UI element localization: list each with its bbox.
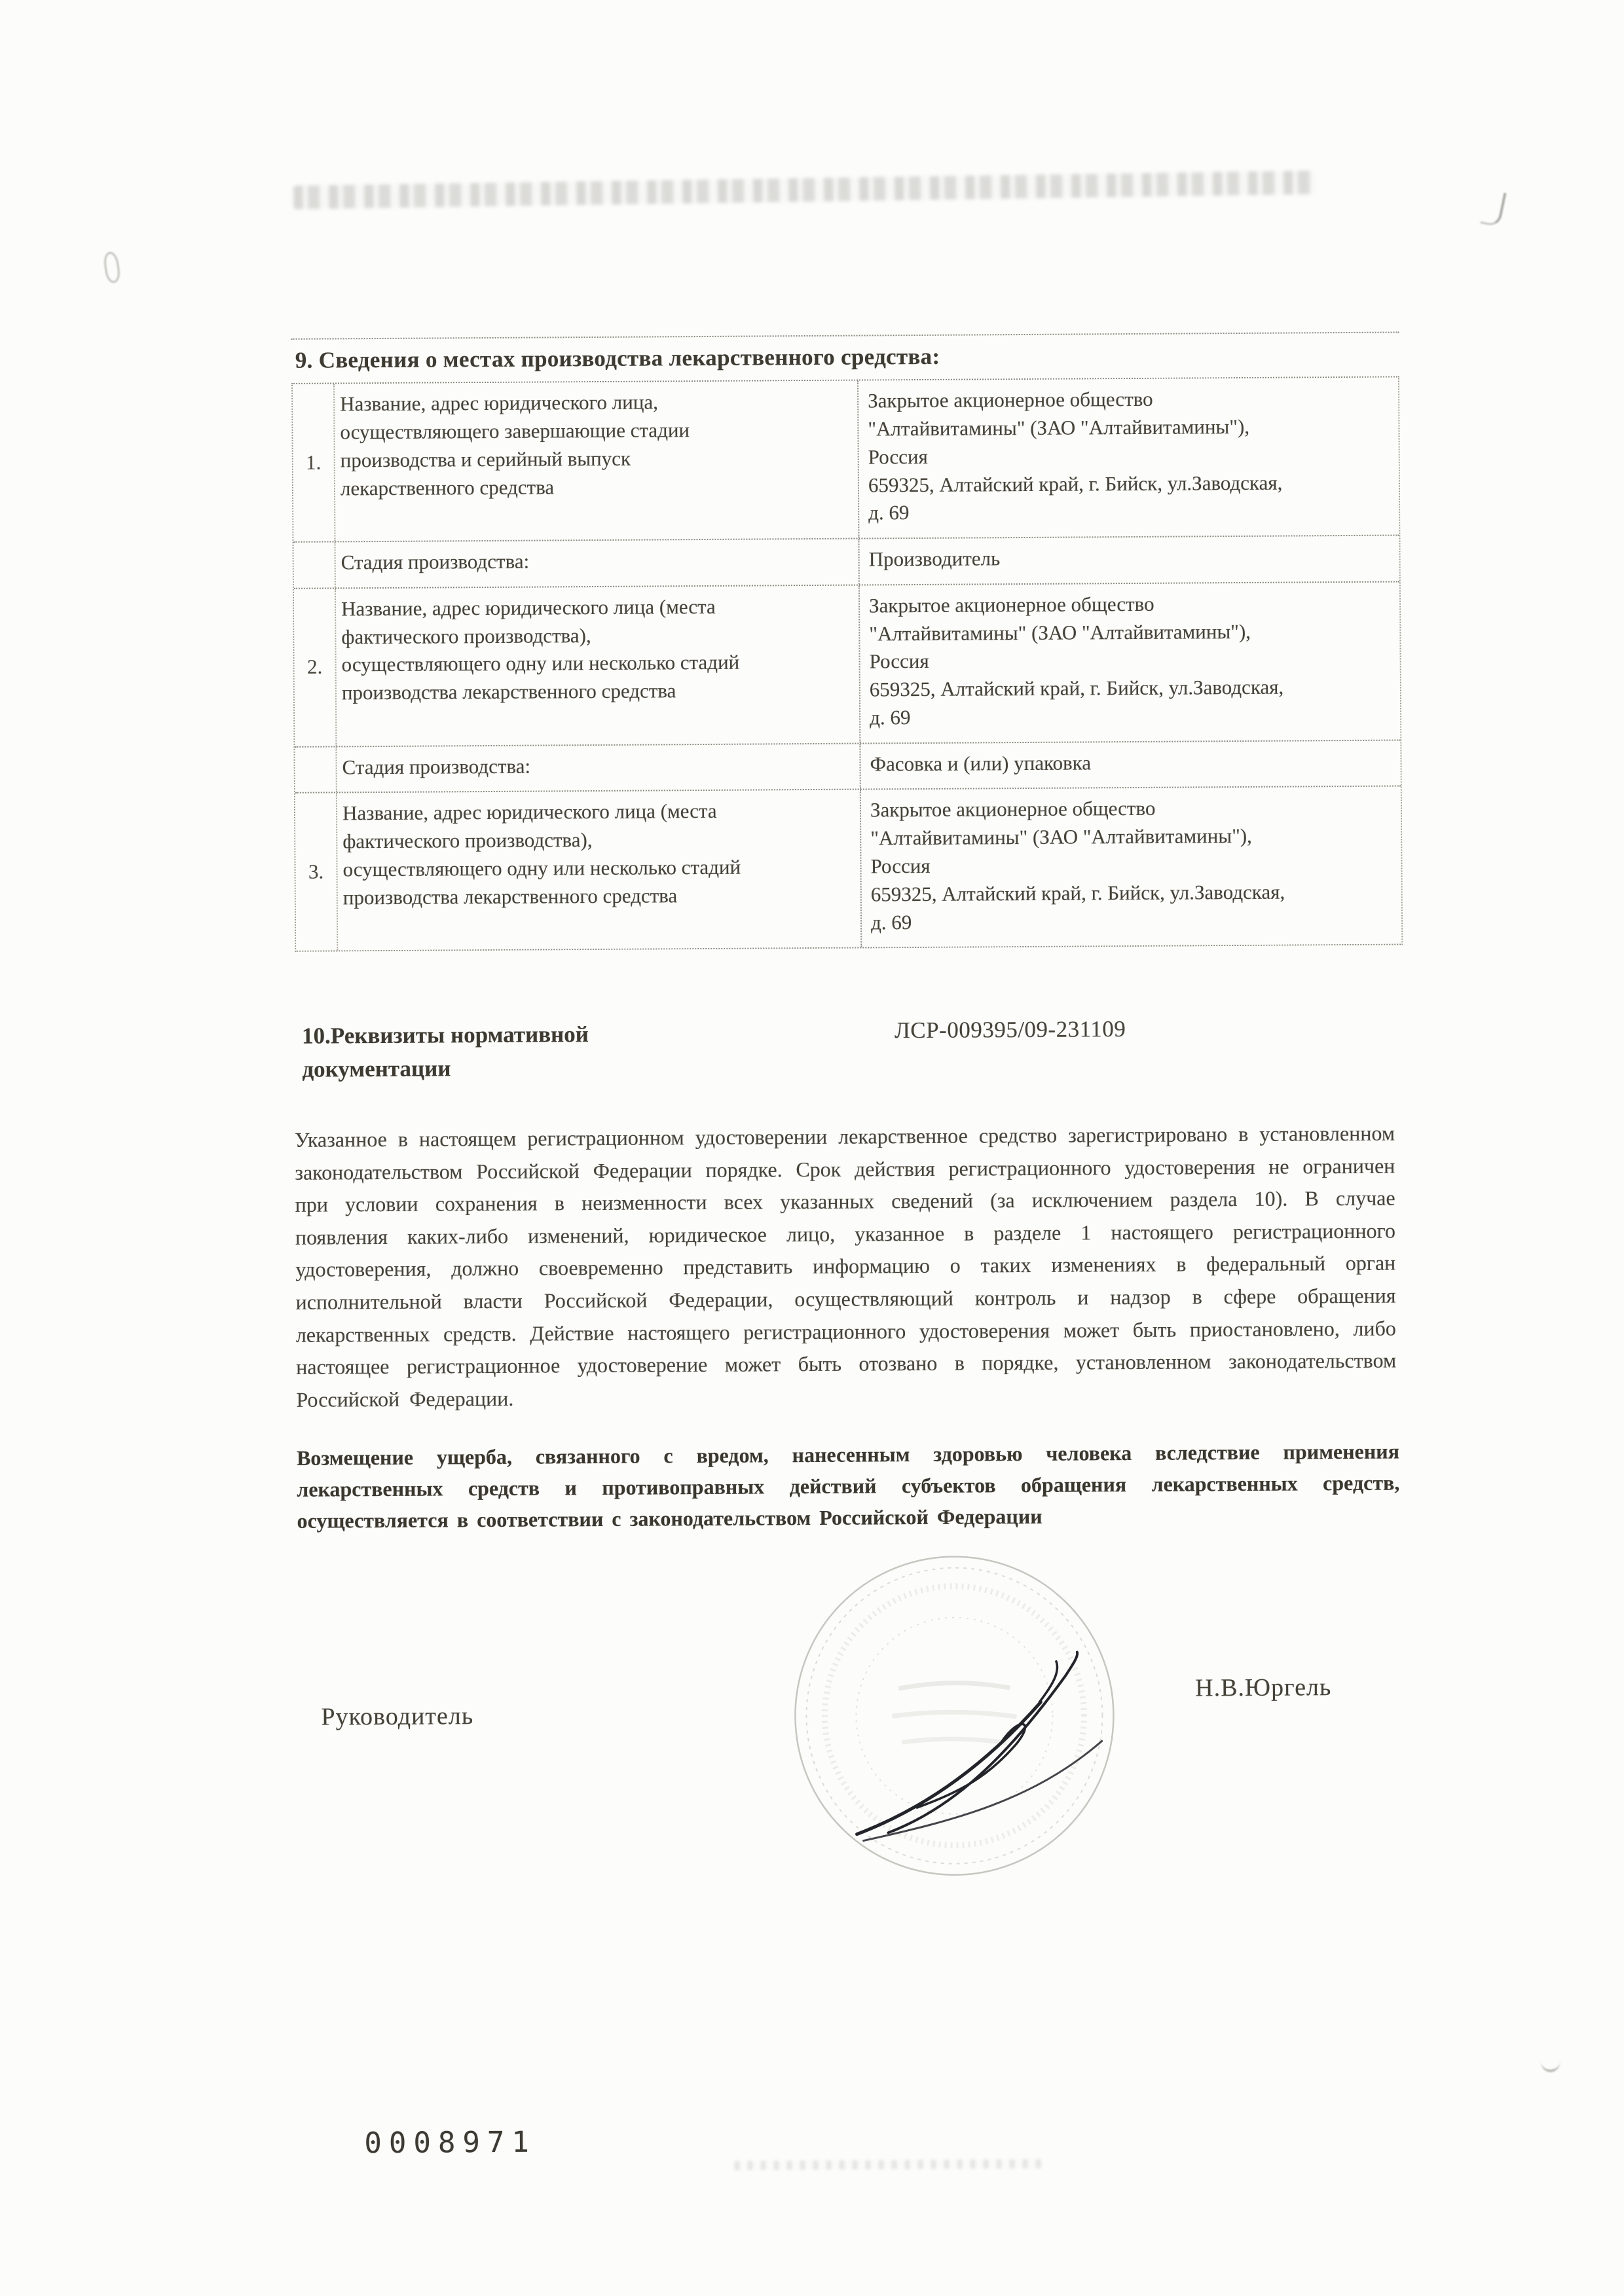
scan-artifact-left-margin bbox=[103, 251, 122, 284]
signatory-name: Н.В.Юргель bbox=[1195, 1673, 1332, 1702]
scan-noise-strip bbox=[293, 170, 1315, 209]
official-stamp bbox=[757, 1523, 1192, 1925]
row-label: Стадия производства: bbox=[334, 539, 859, 588]
row-number bbox=[295, 747, 335, 792]
section9-title: 9. Сведения о местах производства лекарственного средства: bbox=[291, 332, 1399, 384]
row-label: Название, адрес юридического лица (места фактического производства), осуществляющего одну или несколько стадий производства лекарственного средства bbox=[336, 790, 862, 951]
row-number: 2. bbox=[306, 655, 323, 679]
row-value: Закрытое акционерное общество "Алтайвитамины" (ЗАО "Алтайвитамины"), Россия 659325, Алтайский край, г. Бийск, ул.Заводская, д. 69 bbox=[868, 388, 1283, 524]
table-row bbox=[293, 536, 1399, 589]
registration-terms-paragraph: Указанное в настоящем регистрационном удостоверении лекарственное средство зарегистрировано в установленном законодательством Российской Федерации порядке. Срок действия регистрационного удостоверения не ограничен при условии сохранения в неизменности всех указанных сведений (за исключением раздела 10). В случае появления каких-либо изменений, юридическое лицо, указанное в разделе 1 настоящего регистрационного удостоверения, должно своевременно представить информацию о таких изменениях в федеральный орган исполнительной власти Российской Федерации, осуществляющий контроль и надзор в сфере обращения лекарственных средств. Действие настоящего регистрационного удостоверения может быть приостановлено, либо настоящее регистрационное удостоверение может быть отозвано в порядке, установленном законодательством Российской Федерации. bbox=[294, 1121, 1397, 1412]
row-number bbox=[293, 543, 334, 588]
table-row bbox=[295, 787, 1401, 951]
row-label: Название, адрес юридического лица (места фактического производства), осуществляющего одну или несколько стадий производства лекарственного средства bbox=[335, 585, 860, 746]
scan-artifact-bottom-right bbox=[1541, 2050, 1560, 2072]
row-label: Стадия производства: bbox=[335, 744, 860, 792]
row-label: Название, адрес юридического лица, осуществляющего завершающие стадии производства и серийный выпуск лекарственного средства bbox=[333, 381, 859, 541]
row-value: Закрытое акционерное общество "Алтайвитамины" (ЗАО "Алтайвитамины"), Россия 659325, Алтайский край, г. Бийск, ул.Заводская, д. 69 bbox=[870, 797, 1285, 934]
production-sites-table bbox=[291, 332, 1403, 953]
table-row bbox=[294, 582, 1400, 747]
table-row bbox=[295, 740, 1400, 793]
row-number: 1. bbox=[305, 450, 322, 474]
scan-noise-bottom bbox=[735, 2159, 1043, 2170]
row-value: Закрытое акционерное общество "Алтайвитамины" (ЗАО "Алтайвитамины"), Россия 659325, Алтайский край, г. Бийск, ул.Заводская, д. 69 bbox=[868, 592, 1284, 729]
signatory-role: Руководитель bbox=[321, 1702, 474, 1731]
signature-ink bbox=[856, 1652, 1103, 1840]
liability-paragraph: Возмещение ущерба, связанного с вредом, нанесенным здоровью человека вследствие применения лекарственных средств и противоправных действий субъектов обращения лекарственных средств, осуществляется в соответствии с законодательством Российской Федерации bbox=[296, 1439, 1400, 1533]
row-value: Производитель bbox=[868, 547, 1001, 571]
scan-artifact-right bbox=[1480, 189, 1506, 227]
section10-registration-number: ЛСР-009395/09-231109 bbox=[894, 1016, 1126, 1044]
section10-label: 10.Реквизиты нормативной документации bbox=[301, 1021, 589, 1082]
form-serial-number: 0008971 bbox=[364, 2125, 537, 2160]
row-number: 3. bbox=[308, 860, 324, 883]
row-value: Фасовка и (или) упаковка bbox=[870, 751, 1092, 776]
table-row bbox=[293, 378, 1399, 543]
table-grid bbox=[291, 376, 1403, 952]
section10-normative-docs bbox=[302, 1013, 1409, 1086]
